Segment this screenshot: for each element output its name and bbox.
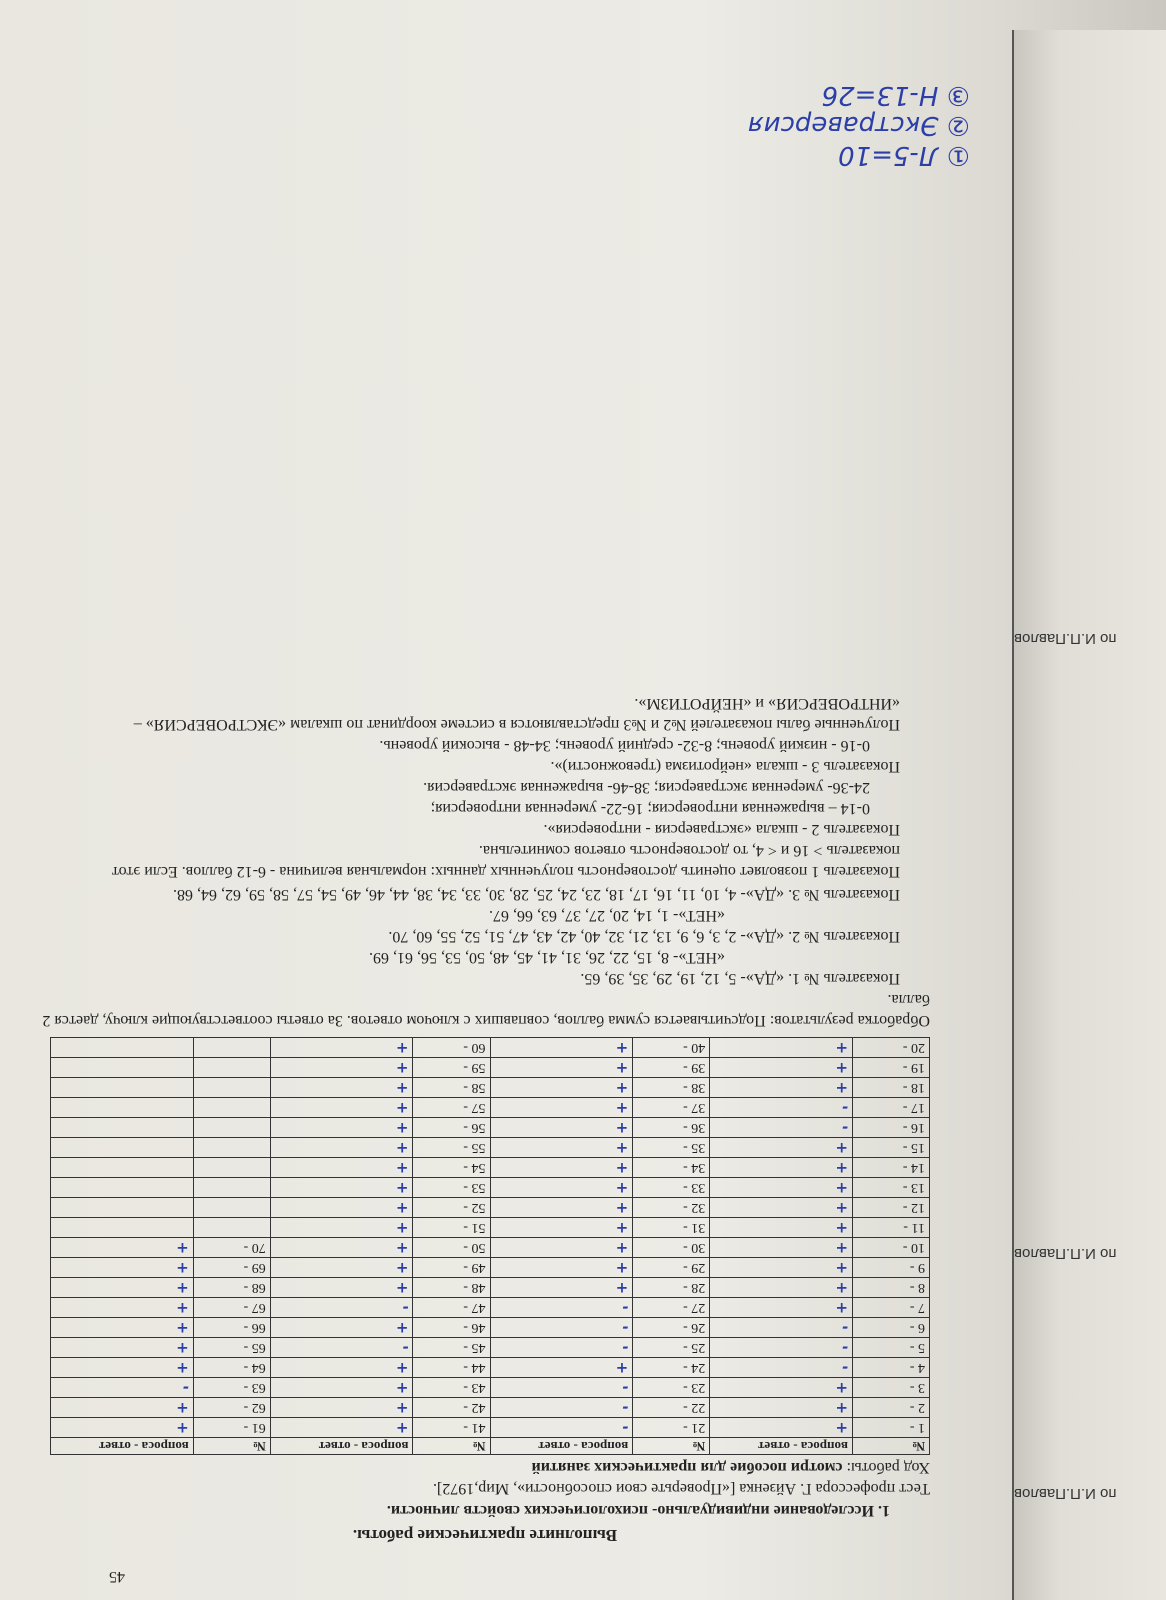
table-row: [51, 1238, 930, 1258]
handwritten-answer: +: [615, 1139, 629, 1157]
answer-cell: [51, 1218, 194, 1238]
answer-cell: [51, 1238, 194, 1258]
question-number: 68 -: [193, 1278, 270, 1298]
question-number: 64 -: [193, 1358, 270, 1378]
table-row: [51, 1078, 930, 1098]
handwritten-results: [690, 80, 970, 170]
col-header-ans: вопроса - ответ: [710, 1438, 853, 1455]
handwritten-answer: +: [615, 1079, 629, 1097]
handwritten-answer: +: [395, 1359, 409, 1377]
indicator-2-note: Показатель 2 - шкала «экстраверсия - интроверсия».: [543, 821, 900, 838]
question-number: 7 -: [852, 1298, 929, 1318]
handwritten-line: ② Экстраверсия: [748, 110, 970, 140]
handwritten-answer: +: [615, 1099, 629, 1117]
answer-cell: [51, 1118, 194, 1138]
question-number: 63 -: [193, 1378, 270, 1398]
answer-cell: [490, 1338, 633, 1358]
question-number: 8 -: [852, 1278, 929, 1298]
handwritten-answer: +: [615, 1359, 629, 1377]
handwritten-answer: +: [395, 1199, 409, 1217]
question-number: 1 -: [852, 1418, 929, 1438]
answer-cell: [51, 1158, 194, 1178]
indicator-2-levels-b: 24-36- умеренная экстраверсия; 38-46- выраженная экстраверсия.: [423, 779, 870, 796]
answer-cell: [490, 1298, 633, 1318]
processing-text: Подсчитывается сумма баллов, совпавших с ключом ответов. За ответы соответствующие ключу, дается 2 балла.: [42, 991, 930, 1029]
question-number: 42 -: [413, 1398, 490, 1418]
indicator-2-no: «НЕТ»- 1, 14, 20, 27, 37, 63, 66, 67.: [488, 907, 725, 924]
question-number: 35 -: [633, 1138, 710, 1158]
answer-cell: [51, 1038, 194, 1058]
handwritten-answer: -: [621, 1319, 629, 1337]
answer-cell: [710, 1398, 853, 1418]
handwritten-answer: +: [835, 1279, 848, 1297]
question-number: 52 -: [413, 1198, 490, 1218]
question-number: 31 -: [633, 1218, 710, 1238]
answer-cell: [490, 1118, 633, 1138]
answer-cell: [270, 1198, 413, 1218]
answer-cell: [270, 1218, 413, 1238]
answer-cell: [710, 1338, 853, 1358]
answer-cell: [51, 1298, 194, 1318]
answer-cell: [710, 1358, 853, 1378]
main-heading: Выполните практические работы.: [352, 1526, 618, 1545]
answer-cell: [270, 1358, 413, 1378]
question-number: 60 -: [413, 1038, 490, 1058]
question-number: 4 -: [852, 1358, 929, 1378]
answer-cell: [710, 1378, 853, 1398]
table-row: [51, 1318, 930, 1338]
col-header-ans: вопроса - ответ: [51, 1438, 194, 1455]
question-number: 16 -: [852, 1118, 929, 1138]
answer-cell: [270, 1398, 413, 1418]
answer-cell: [710, 1118, 853, 1138]
answer-cell: [270, 1238, 413, 1258]
answer-cell: [490, 1058, 633, 1078]
answer-cell: [270, 1258, 413, 1278]
question-number: 9 -: [852, 1258, 929, 1278]
question-number: 2 -: [852, 1398, 929, 1418]
handwritten-answer: -: [841, 1319, 848, 1337]
answer-cell: [490, 1378, 633, 1398]
answer-cell: [270, 1418, 413, 1438]
question-number: 27 -: [633, 1298, 710, 1318]
question-number: 55 -: [413, 1138, 490, 1158]
answer-table-header: [51, 1438, 930, 1455]
final-note: Полученные балы показателей №2 и №3 представляются в системе координат по шкалам «ЭКСТРОВЕРСИЯ» – «ИНТРОВЕРСИЯ» и «НЕЙРОТИЗМ».: [133, 695, 900, 733]
question-number: 25 -: [633, 1338, 710, 1358]
table-row: [51, 1278, 930, 1298]
question-number: 24 -: [633, 1358, 710, 1378]
answer-cell: [490, 1078, 633, 1098]
question-number: 29 -: [633, 1258, 710, 1278]
handwritten-answer: +: [395, 1099, 409, 1117]
table-row: [51, 1378, 930, 1398]
handwritten-line: ③ Н-13=26: [821, 80, 970, 110]
answer-cell: [51, 1198, 194, 1218]
question-number: 37 -: [633, 1098, 710, 1118]
question-number: 11 -: [852, 1218, 929, 1238]
question-number: 59 -: [413, 1058, 490, 1078]
table-row: [51, 1258, 930, 1278]
handwritten-answer: +: [176, 1359, 189, 1377]
handwritten-answer: +: [395, 1179, 409, 1197]
handwritten-answer: -: [841, 1339, 848, 1357]
answer-cell: [490, 1098, 633, 1118]
col-header-num: №: [413, 1438, 490, 1455]
handwritten-answer: +: [615, 1159, 629, 1177]
handwritten-answer: +: [395, 1139, 409, 1157]
answer-table-body: [51, 1038, 930, 1438]
page-number: 45: [109, 1568, 125, 1585]
answer-cell: [490, 1278, 633, 1298]
handwritten-answer: +: [176, 1279, 189, 1297]
section-title: 1. Исследование индивидуально- психологических свойств личности.: [386, 1502, 890, 1519]
handwritten-answer: +: [615, 1279, 629, 1297]
table-row: [51, 1038, 930, 1058]
answer-cell: [490, 1198, 633, 1218]
question-number: 40 -: [633, 1038, 710, 1058]
question-number: 49 -: [413, 1258, 490, 1278]
answer-cell: [490, 1218, 633, 1238]
question-number: 34 -: [633, 1158, 710, 1178]
question-number: 28 -: [633, 1278, 710, 1298]
indicator-1-yes: Показатель № 1. «ДА»- 5, 12, 19, 29, 35, 39, 65.: [580, 970, 900, 987]
question-number: [193, 1158, 270, 1178]
answer-cell: [270, 1298, 413, 1318]
handwritten-answer: +: [395, 1419, 409, 1437]
handwritten-answer: +: [176, 1239, 189, 1257]
answer-cell: [710, 1238, 853, 1258]
handwritten-answer: +: [835, 1179, 848, 1197]
table-row: [51, 1098, 930, 1118]
work-label: Ход работы:: [846, 1459, 930, 1476]
question-number: 43 -: [413, 1378, 490, 1398]
handwritten-answer: -: [841, 1359, 848, 1377]
handwritten-answer: +: [615, 1219, 629, 1237]
question-number: 20 -: [852, 1038, 929, 1058]
handwritten-answer: +: [615, 1259, 629, 1277]
question-number: 3 -: [852, 1378, 929, 1398]
handwritten-answer: +: [835, 1199, 848, 1217]
handwritten-answer: -: [621, 1299, 629, 1317]
answer-cell: [51, 1178, 194, 1198]
handwritten-answer: -: [841, 1099, 848, 1117]
handwritten-line: ① Л-5=10: [838, 140, 970, 170]
question-number: 44 -: [413, 1358, 490, 1378]
handwritten-answer: -: [841, 1119, 848, 1137]
handwritten-answer: +: [395, 1279, 409, 1297]
handwritten-answer: +: [835, 1259, 848, 1277]
answer-cell: [51, 1318, 194, 1338]
answer-cell: [710, 1278, 853, 1298]
answer-cell: [270, 1178, 413, 1198]
answer-cell: [270, 1118, 413, 1138]
question-number: 32 -: [633, 1198, 710, 1218]
handwritten-answer: +: [615, 1179, 629, 1197]
handwritten-answer: -: [621, 1379, 629, 1397]
table-row: [51, 1118, 930, 1138]
question-number: 12 -: [852, 1198, 929, 1218]
question-number: 61 -: [193, 1418, 270, 1438]
answer-cell: [51, 1418, 194, 1438]
question-number: [193, 1198, 270, 1218]
answer-cell: [490, 1138, 633, 1158]
work-line: [40, 1457, 930, 1478]
test-line: Тест профессора Г. Айзенка [«Проверьте свои способности», Мир,1972].: [432, 1480, 930, 1497]
col-header-num: №: [633, 1438, 710, 1455]
table-row: [51, 1338, 930, 1358]
answer-cell: [490, 1398, 633, 1418]
question-number: 57 -: [413, 1098, 490, 1118]
question-number: 69 -: [193, 1258, 270, 1278]
answer-cell: [710, 1258, 853, 1278]
question-number: 53 -: [413, 1178, 490, 1198]
handwritten-answer: +: [615, 1199, 629, 1217]
question-number: [193, 1098, 270, 1118]
table-row: [51, 1398, 930, 1418]
indicator-2-levels-a: 0-14 – выраженная интроверсия; 16-22- умеренная интроверсия;: [430, 800, 870, 817]
answer-cell: [710, 1198, 853, 1218]
page-content: [40, 693, 930, 1545]
answer-cell: [270, 1098, 413, 1118]
answer-cell: [490, 1038, 633, 1058]
handwritten-answer: +: [615, 1059, 629, 1077]
table-row: [51, 1358, 930, 1378]
question-number: 70 -: [193, 1238, 270, 1258]
answer-cell: [710, 1058, 853, 1078]
answer-cell: [490, 1158, 633, 1178]
question-number: 22 -: [633, 1398, 710, 1418]
answer-cell: [270, 1338, 413, 1358]
answer-cell: [51, 1078, 194, 1098]
handwritten-answer: +: [395, 1399, 409, 1417]
answer-cell: [270, 1378, 413, 1398]
answer-cell: [710, 1078, 853, 1098]
table-row: [51, 1158, 930, 1178]
answer-cell: [51, 1378, 194, 1398]
answer-cell: [710, 1318, 853, 1338]
question-number: [193, 1218, 270, 1238]
question-number: 18 -: [852, 1078, 929, 1098]
question-number: 38 -: [633, 1078, 710, 1098]
question-number: 41 -: [413, 1418, 490, 1438]
answer-cell: [490, 1238, 633, 1258]
handwritten-answer: +: [176, 1339, 189, 1357]
processing-line: [40, 989, 930, 1031]
answer-cell: [51, 1258, 194, 1278]
answer-cell: [51, 1338, 194, 1358]
question-number: 58 -: [413, 1078, 490, 1098]
col-header-num: №: [193, 1438, 270, 1455]
indicator-1-note: Показатель 1 позволяет оценить достоверность полученных данных: нормальная величина - 6-12 баллов. Если этот показатель > 16 и < 4, то достоверность ответов сомнительна.: [111, 842, 900, 880]
answer-cell: [270, 1058, 413, 1078]
facing-page-text: по И.П.Павлов: [1014, 1245, 1117, 1262]
answer-cell: [270, 1318, 413, 1338]
facing-page-text: по И.П.Павлов: [1014, 1485, 1117, 1502]
answer-cell: [51, 1278, 194, 1298]
question-number: [193, 1138, 270, 1158]
table-row: [51, 1138, 930, 1158]
indicator-3-yes: Показатель № 3. «ДА»- 4, 10, 11, 16, 17, 18, 23, 24, 25, 28, 30, 33, 34, 38, 44, 46, 49, 54, 57, 58, 59, 62, 64, 68.: [172, 886, 900, 903]
handwritten-answer: +: [835, 1299, 848, 1317]
question-number: 36 -: [633, 1118, 710, 1138]
question-number: 39 -: [633, 1058, 710, 1078]
question-number: 19 -: [852, 1058, 929, 1078]
handwritten-answer: +: [615, 1039, 629, 1057]
table-row: [51, 1198, 930, 1218]
question-number: 66 -: [193, 1318, 270, 1338]
question-number: 6 -: [852, 1318, 929, 1338]
answer-cell: [270, 1078, 413, 1098]
question-number: [193, 1078, 270, 1098]
question-number: 33 -: [633, 1178, 710, 1198]
facing-page-text: по И.П.Павлов: [1014, 630, 1117, 647]
handwritten-answer: +: [835, 1379, 848, 1397]
handwritten-answer: +: [395, 1319, 409, 1337]
col-header-ans: вопроса - ответ: [490, 1438, 633, 1455]
handwritten-answer: +: [835, 1159, 848, 1177]
table-row: [51, 1058, 930, 1078]
answer-cell: [270, 1278, 413, 1298]
handwritten-answer: +: [176, 1319, 189, 1337]
question-number: 13 -: [852, 1178, 929, 1198]
handwritten-answer: +: [176, 1419, 189, 1437]
handwritten-answer: -: [621, 1339, 629, 1357]
handwritten-answer: +: [835, 1079, 848, 1097]
question-number: 51 -: [413, 1218, 490, 1238]
question-number: 14 -: [852, 1158, 929, 1178]
answer-cell: [710, 1138, 853, 1158]
answer-cell: [51, 1358, 194, 1378]
col-header-ans: вопроса - ответ: [270, 1438, 413, 1455]
answer-cell: [51, 1138, 194, 1158]
indicator-1-no: «НЕТ»- 8, 15, 22, 26, 31, 41, 45, 48, 50, 53, 56, 61, 69.: [368, 949, 725, 966]
table-row: [51, 1418, 930, 1438]
question-number: 45 -: [413, 1338, 490, 1358]
handwritten-answer: -: [402, 1299, 409, 1317]
answer-cell: [490, 1178, 633, 1198]
processing-label: Обработка результатов:: [769, 1012, 930, 1029]
question-number: 21 -: [633, 1418, 710, 1438]
question-number: [193, 1118, 270, 1138]
answer-cell: [51, 1398, 194, 1418]
question-number: 23 -: [633, 1378, 710, 1398]
answer-cell: [710, 1098, 853, 1118]
answer-cell: [710, 1418, 853, 1438]
handwritten-answer: +: [395, 1039, 409, 1057]
handwritten-answer: -: [182, 1379, 189, 1397]
question-number: [193, 1178, 270, 1198]
handwritten-answer: +: [395, 1239, 409, 1257]
handwritten-answer: +: [395, 1259, 409, 1277]
handwritten-answer: +: [395, 1379, 409, 1397]
question-number: [193, 1058, 270, 1078]
answer-table: [50, 1037, 930, 1455]
handwritten-answer: +: [835, 1039, 848, 1057]
indicator-3-note: Показатель 3 - шкала «нейротизма (тревожности)».: [550, 758, 900, 775]
answer-cell: [270, 1158, 413, 1178]
answer-cell: [51, 1058, 194, 1078]
answer-cell: [490, 1318, 633, 1338]
question-number: 30 -: [633, 1238, 710, 1258]
answer-cell: [51, 1098, 194, 1118]
answer-cell: [490, 1418, 633, 1438]
answer-cell: [710, 1298, 853, 1318]
question-number: 5 -: [852, 1338, 929, 1358]
answer-cell: [490, 1258, 633, 1278]
indicator-3-levels: 0-16 - низкий уровень; 8-32- средний уровень; 34-48 - высокий уровень.: [379, 737, 870, 754]
question-number: 17 -: [852, 1098, 929, 1118]
handwritten-answer: +: [395, 1059, 409, 1077]
question-number: 47 -: [413, 1298, 490, 1318]
handwritten-answer: +: [395, 1219, 409, 1237]
answer-cell: [710, 1158, 853, 1178]
handwritten-answer: +: [395, 1159, 409, 1177]
indicator-2-yes: Показатель № 2. «ДА»- 2, 3, 6, 9, 13, 21, 32, 40, 42, 43, 47, 51, 52, 55, 60, 70.: [388, 928, 900, 945]
handwritten-answer: -: [402, 1339, 409, 1357]
handwritten-answer: +: [615, 1119, 629, 1137]
question-number: [193, 1038, 270, 1058]
question-number: 26 -: [633, 1318, 710, 1338]
answer-cell: [710, 1218, 853, 1238]
answer-cell: [270, 1138, 413, 1158]
handwritten-answer: +: [176, 1259, 189, 1277]
table-row: [51, 1298, 930, 1318]
question-number: 46 -: [413, 1318, 490, 1338]
handwritten-answer: +: [395, 1079, 409, 1097]
handwritten-answer: +: [835, 1239, 848, 1257]
col-header-num: №: [852, 1438, 929, 1455]
handwritten-answer: +: [835, 1419, 848, 1437]
question-number: 56 -: [413, 1118, 490, 1138]
handwritten-answer: -: [621, 1399, 629, 1417]
work-text: смотри пособие для практических занятий: [531, 1459, 843, 1476]
handwritten-answer: +: [835, 1059, 848, 1077]
handwritten-answer: +: [835, 1219, 848, 1237]
question-number: 10 -: [852, 1238, 929, 1258]
table-row: [51, 1218, 930, 1238]
answer-cell: [270, 1038, 413, 1058]
question-number: 62 -: [193, 1398, 270, 1418]
answer-cell: [710, 1038, 853, 1058]
handwritten-answer: +: [615, 1239, 629, 1257]
handwritten-answer: +: [176, 1399, 189, 1417]
question-number: 50 -: [413, 1238, 490, 1258]
question-number: 48 -: [413, 1278, 490, 1298]
facing-page: [1012, 30, 1166, 1600]
question-number: 54 -: [413, 1158, 490, 1178]
handwritten-answer: +: [835, 1139, 848, 1157]
handwritten-answer: +: [835, 1399, 848, 1417]
question-number: 65 -: [193, 1338, 270, 1358]
answer-cell: [490, 1358, 633, 1378]
handwritten-answer: -: [621, 1419, 629, 1437]
answer-cell: [710, 1178, 853, 1198]
handwritten-answer: +: [395, 1119, 409, 1137]
table-row: [51, 1178, 930, 1198]
handwritten-answer: +: [176, 1299, 189, 1317]
question-number: 67 -: [193, 1298, 270, 1318]
question-number: 15 -: [852, 1138, 929, 1158]
